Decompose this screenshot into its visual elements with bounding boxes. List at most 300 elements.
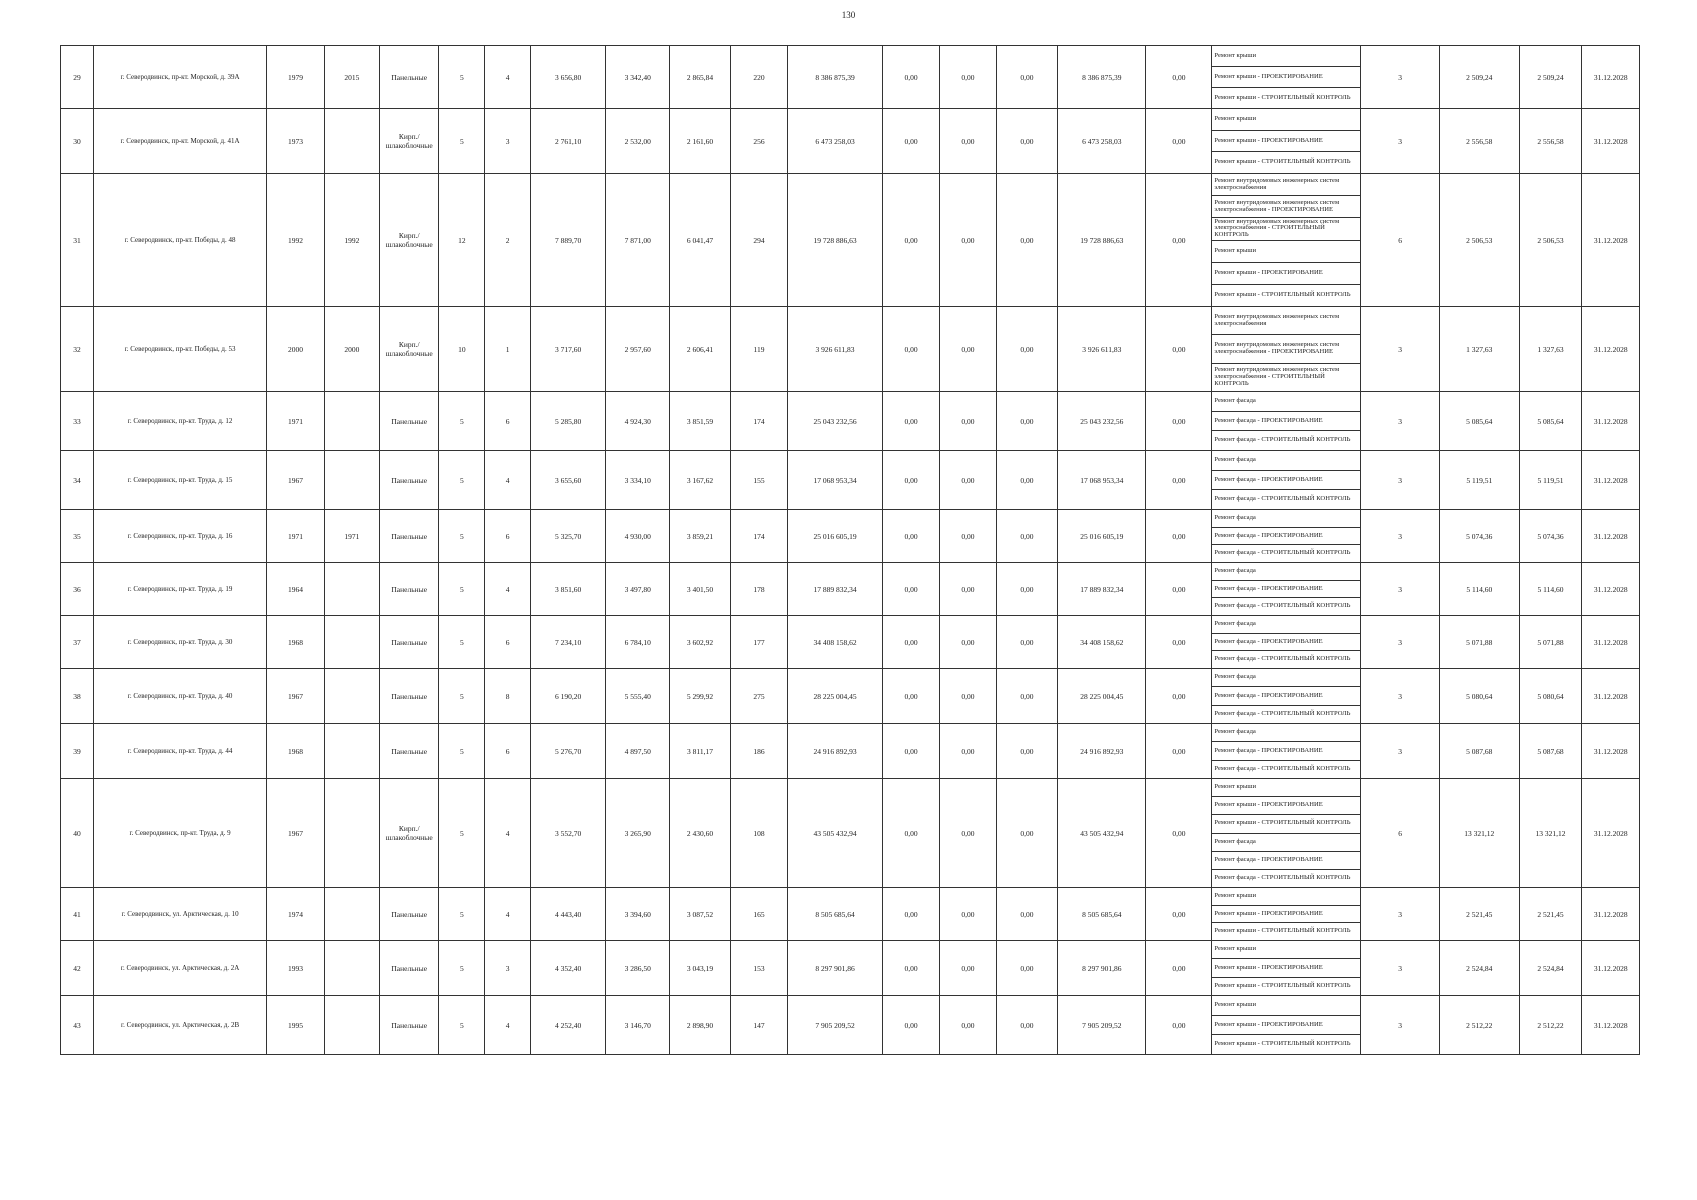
other-funds-cell: 0,00 [1146, 510, 1212, 563]
municipal-funds-cell: 0,00 [996, 510, 1058, 563]
works-count-cell: 6 [1361, 174, 1440, 307]
year-renovation-cell [324, 996, 379, 1055]
work-item: Ремонт крыши - ПРОЕКТИРОВАНИЕ [1212, 797, 1360, 815]
year-built-cell: 1967 [267, 779, 324, 888]
federal-funds-cell: 0,00 [882, 779, 939, 888]
residents-cell: 294 [730, 174, 787, 307]
work-item: Ремонт внутридомовых инженерных систем электроснабжения [1212, 174, 1360, 196]
floors-cell: 5 [439, 779, 485, 888]
table-row [61, 996, 1640, 1055]
total-cost-cell: 19 728 886,63 [788, 174, 883, 307]
other-funds-cell: 0,00 [1146, 779, 1212, 888]
year-renovation-cell: 1971 [324, 510, 379, 563]
unit-cost-cell: 5 074,36 [1439, 510, 1519, 563]
year-built-cell: 1971 [267, 392, 324, 451]
work-item: Ремонт крыши - СТРОИТЕЛЬНЫЙ КОНТРОЛЬ [1214, 1040, 1351, 1048]
address-cell: г. Северодвинск, пр-кт. Труда, д. 15 [93, 451, 266, 510]
owner-funds-cell: 7 905 209,52 [1058, 996, 1146, 1055]
table-row [61, 669, 1640, 724]
address-cell: г. Северодвинск, пр-кт. Труда, д. 44 [93, 724, 266, 779]
table-row [61, 307, 1640, 392]
total-area-cell: 3 717,60 [530, 307, 605, 392]
work-item: Ремонт фасада - ПРОЕКТИРОВАНИЕ [1212, 852, 1360, 870]
area-a-cell: 3 334,10 [606, 451, 670, 510]
row-number-cell: 30 [61, 109, 94, 174]
other-funds-cell: 0,00 [1146, 941, 1212, 996]
row-number-cell: 38 [61, 669, 94, 724]
work-item: Ремонт фасада [1212, 834, 1360, 852]
entrances-cell: 1 [485, 307, 531, 392]
area-a-cell: 3 342,40 [606, 46, 670, 109]
area-b-cell: 3 859,21 [670, 510, 731, 563]
repair-register-table [60, 45, 1640, 1055]
federal-funds-cell: 0,00 [882, 510, 939, 563]
works-cell [1212, 996, 1361, 1055]
deadline-cell: 31.12.2028 [1582, 779, 1640, 888]
work-item: Ремонт фасада - СТРОИТЕЛЬНЫЙ КОНТРОЛЬ [1214, 709, 1351, 717]
area-b-cell: 3 851,59 [670, 392, 731, 451]
work-item: Ремонт крыши - СТРОИТЕЛЬНЫЙ КОНТРОЛЬ [1214, 158, 1351, 166]
area-a-cell: 4 930,00 [606, 510, 670, 563]
address-cell: г. Северодвинск, пр-кт. Труда, д. 19 [93, 563, 266, 616]
work-item: Ремонт фасада [1212, 724, 1360, 742]
floors-cell: 5 [439, 451, 485, 510]
area-a-cell: 2 957,60 [606, 307, 670, 392]
wall-material-cell: Кирп./ шлакоблочные [379, 779, 439, 888]
unit-cost-limit-cell: 1 327,63 [1519, 307, 1582, 392]
year-built-cell: 1968 [267, 616, 324, 669]
total-cost-cell: 8 386 875,39 [788, 46, 883, 109]
address-cell: г. Северодвинск, пр-кт. Морской, д. 41А [93, 109, 266, 174]
residents-cell: 147 [730, 996, 787, 1055]
floors-cell: 5 [439, 392, 485, 451]
work-item: Ремонт крыши - СТРОИТЕЛЬНЫЙ КОНТРОЛЬ [1214, 93, 1351, 101]
works-cell [1212, 392, 1361, 451]
residents-cell: 174 [730, 392, 787, 451]
federal-funds-cell: 0,00 [882, 941, 939, 996]
floors-cell: 5 [439, 510, 485, 563]
works-cell [1212, 669, 1361, 724]
entrances-cell: 6 [485, 392, 531, 451]
federal-funds-cell: 0,00 [882, 616, 939, 669]
owner-funds-cell: 3 926 611,83 [1058, 307, 1146, 392]
works-count-cell: 3 [1361, 724, 1440, 779]
unit-cost-limit-cell: 2 509,24 [1519, 46, 1582, 109]
total-area-cell: 7 889,70 [530, 174, 605, 307]
owner-funds-cell: 19 728 886,63 [1058, 174, 1146, 307]
unit-cost-limit-cell: 2 506,53 [1519, 174, 1582, 307]
work-item: Ремонт фасада [1212, 563, 1360, 581]
federal-funds-cell: 0,00 [882, 109, 939, 174]
deadline-cell: 31.12.2028 [1582, 941, 1640, 996]
residents-cell: 220 [730, 46, 787, 109]
unit-cost-cell: 2 506,53 [1439, 174, 1519, 307]
federal-funds-cell: 0,00 [882, 451, 939, 510]
total-area-cell: 7 234,10 [530, 616, 605, 669]
deadline-cell: 31.12.2028 [1582, 174, 1640, 307]
other-funds-cell: 0,00 [1146, 563, 1212, 616]
entrances-cell: 6 [485, 616, 531, 669]
works-cell [1212, 563, 1361, 616]
year-renovation-cell [324, 888, 379, 941]
address-cell: г. Северодвинск, пр-кт. Труда, д. 12 [93, 392, 266, 451]
total-cost-cell: 28 225 004,45 [788, 669, 883, 724]
table-row [61, 109, 1640, 174]
municipal-funds-cell: 0,00 [996, 307, 1058, 392]
work-item: Ремонт фасада [1212, 510, 1360, 528]
work-item: Ремонт фасада [1212, 451, 1360, 471]
owner-funds-cell: 17 068 953,34 [1058, 451, 1146, 510]
entrances-cell: 6 [485, 510, 531, 563]
work-item: Ремонт крыши - ПРОЕКТИРОВАНИЕ [1212, 1016, 1360, 1036]
deadline-cell: 31.12.2028 [1582, 996, 1640, 1055]
area-b-cell: 2 865,84 [670, 46, 731, 109]
unit-cost-cell: 5 087,68 [1439, 724, 1519, 779]
table-row [61, 392, 1640, 451]
total-area-cell: 5 276,70 [530, 724, 605, 779]
work-item: Ремонт фасада - ПРОЕКТИРОВАНИЕ [1212, 412, 1360, 432]
residents-cell: 108 [730, 779, 787, 888]
works-cell [1212, 510, 1361, 563]
work-item: Ремонт фасада - СТРОИТЕЛЬНЫЙ КОНТРОЛЬ [1214, 495, 1351, 503]
total-cost-cell: 25 043 232,56 [788, 392, 883, 451]
municipal-funds-cell: 0,00 [996, 941, 1058, 996]
year-built-cell: 1992 [267, 174, 324, 307]
wall-material-cell: Панельные [379, 392, 439, 451]
entrances-cell: 8 [485, 669, 531, 724]
wall-material-cell: Кирп./ шлакоблочные [379, 174, 439, 307]
other-funds-cell: 0,00 [1146, 724, 1212, 779]
row-number-cell: 33 [61, 392, 94, 451]
works-count-cell: 3 [1361, 669, 1440, 724]
regional-funds-cell: 0,00 [940, 779, 996, 888]
total-cost-cell: 43 505 432,94 [788, 779, 883, 888]
wall-material-cell: Кирп./ шлакоблочные [379, 109, 439, 174]
area-a-cell: 2 532,00 [606, 109, 670, 174]
unit-cost-cell: 5 114,60 [1439, 563, 1519, 616]
work-item: Ремонт крыши [1212, 888, 1360, 906]
work-item: Ремонт фасада - СТРОИТЕЛЬНЫЙ КОНТРОЛЬ [1214, 873, 1351, 881]
works-count-cell: 3 [1361, 46, 1440, 109]
unit-cost-limit-cell: 5 080,64 [1519, 669, 1582, 724]
address-cell: г. Северодвинск, ул. Арктическая, д. 2А [93, 941, 266, 996]
residents-cell: 165 [730, 888, 787, 941]
address-cell: г. Северодвинск, пр-кт. Морской, д. 39А [93, 46, 266, 109]
regional-funds-cell: 0,00 [940, 669, 996, 724]
works-cell [1212, 451, 1361, 510]
work-item: Ремонт фасада - ПРОЕКТИРОВАНИЕ [1212, 581, 1360, 599]
works-count-cell: 3 [1361, 888, 1440, 941]
area-a-cell: 3 146,70 [606, 996, 670, 1055]
row-number-cell: 37 [61, 616, 94, 669]
area-b-cell: 2 898,90 [670, 996, 731, 1055]
works-count-cell: 3 [1361, 941, 1440, 996]
area-b-cell: 3 167,62 [670, 451, 731, 510]
floors-cell: 5 [439, 669, 485, 724]
area-a-cell: 6 784,10 [606, 616, 670, 669]
year-built-cell: 1971 [267, 510, 324, 563]
work-item: Ремонт внутридомовых инженерных систем электроснабжения - ПРОЕКТИРОВАНИЕ [1212, 335, 1360, 363]
floors-cell: 5 [439, 46, 485, 109]
municipal-funds-cell: 0,00 [996, 616, 1058, 669]
entrances-cell: 4 [485, 563, 531, 616]
area-b-cell: 2 161,60 [670, 109, 731, 174]
unit-cost-limit-cell: 5 119,51 [1519, 451, 1582, 510]
unit-cost-limit-cell: 5 085,64 [1519, 392, 1582, 451]
total-cost-cell: 7 905 209,52 [788, 996, 883, 1055]
entrances-cell: 2 [485, 174, 531, 307]
year-renovation-cell [324, 563, 379, 616]
address-cell: г. Северодвинск, ул. Арктическая, д. 10 [93, 888, 266, 941]
residents-cell: 186 [730, 724, 787, 779]
deadline-cell: 31.12.2028 [1582, 451, 1640, 510]
residents-cell: 153 [730, 941, 787, 996]
address-cell: г. Северодвинск, пр-кт. Победы, д. 53 [93, 307, 266, 392]
year-built-cell: 1968 [267, 724, 324, 779]
work-item: Ремонт крыши - СТРОИТЕЛЬНЫЙ КОНТРОЛЬ [1212, 815, 1360, 833]
total-area-cell: 3 656,80 [530, 46, 605, 109]
works-cell [1212, 724, 1361, 779]
year-renovation-cell: 2015 [324, 46, 379, 109]
municipal-funds-cell: 0,00 [996, 392, 1058, 451]
work-item: Ремонт внутридомовых инженерных систем электроснабжения - СТРОИТЕЛЬНЫЙ КОНТРОЛЬ [1214, 365, 1340, 387]
total-area-cell: 4 352,40 [530, 941, 605, 996]
table-row [61, 941, 1640, 996]
works-cell [1212, 888, 1361, 941]
other-funds-cell: 0,00 [1146, 109, 1212, 174]
regional-funds-cell: 0,00 [940, 888, 996, 941]
unit-cost-cell: 5 085,64 [1439, 392, 1519, 451]
deadline-cell: 31.12.2028 [1582, 563, 1640, 616]
works-count-cell: 3 [1361, 563, 1440, 616]
unit-cost-cell: 5 119,51 [1439, 451, 1519, 510]
total-area-cell: 4 252,40 [530, 996, 605, 1055]
work-item: Ремонт фасада - ПРОЕКТИРОВАНИЕ [1212, 634, 1360, 652]
work-item: Ремонт фасада - СТРОИТЕЛЬНЫЙ КОНТРОЛЬ [1214, 602, 1351, 610]
works-count-cell: 3 [1361, 392, 1440, 451]
address-cell: г. Северодвинск, ул. Арктическая, д. 2В [93, 996, 266, 1055]
work-item: Ремонт фасада - ПРОЕКТИРОВАНИЕ [1212, 687, 1360, 705]
works-cell [1212, 779, 1361, 888]
works-cell [1212, 46, 1361, 109]
area-b-cell: 6 041,47 [670, 174, 731, 307]
area-b-cell: 3 043,19 [670, 941, 731, 996]
other-funds-cell: 0,00 [1146, 996, 1212, 1055]
works-cell [1212, 616, 1361, 669]
year-built-cell: 1973 [267, 109, 324, 174]
unit-cost-limit-cell: 5 071,88 [1519, 616, 1582, 669]
unit-cost-cell: 2 524,84 [1439, 941, 1519, 996]
deadline-cell: 31.12.2028 [1582, 616, 1640, 669]
deadline-cell: 31.12.2028 [1582, 724, 1640, 779]
table-row [61, 46, 1640, 109]
year-built-cell: 1993 [267, 941, 324, 996]
municipal-funds-cell: 0,00 [996, 669, 1058, 724]
owner-funds-cell: 24 916 892,93 [1058, 724, 1146, 779]
regional-funds-cell: 0,00 [940, 307, 996, 392]
table-row [61, 174, 1640, 307]
regional-funds-cell: 0,00 [940, 563, 996, 616]
unit-cost-limit-cell: 2 512,22 [1519, 996, 1582, 1055]
area-a-cell: 3 497,80 [606, 563, 670, 616]
year-renovation-cell [324, 392, 379, 451]
total-cost-cell: 6 473 258,03 [788, 109, 883, 174]
table-row [61, 616, 1640, 669]
regional-funds-cell: 0,00 [940, 724, 996, 779]
year-renovation-cell [324, 941, 379, 996]
other-funds-cell: 0,00 [1146, 46, 1212, 109]
works-count-cell: 6 [1361, 779, 1440, 888]
residents-cell: 177 [730, 616, 787, 669]
municipal-funds-cell: 0,00 [996, 996, 1058, 1055]
area-b-cell: 3 087,52 [670, 888, 731, 941]
total-cost-cell: 8 505 685,64 [788, 888, 883, 941]
regional-funds-cell: 0,00 [940, 941, 996, 996]
federal-funds-cell: 0,00 [882, 996, 939, 1055]
work-item: Ремонт крыши - СТРОИТЕЛЬНЫЙ КОНТРОЛЬ [1214, 927, 1351, 935]
total-cost-cell: 17 889 832,34 [788, 563, 883, 616]
work-item: Ремонт внутридомовых инженерных систем электроснабжения - ПРОЕКТИРОВАНИЕ [1212, 196, 1360, 218]
residents-cell: 275 [730, 669, 787, 724]
work-item: Ремонт крыши [1212, 779, 1360, 797]
year-renovation-cell: 2000 [324, 307, 379, 392]
work-item: Ремонт крыши [1212, 46, 1360, 67]
work-item: Ремонт крыши [1212, 996, 1360, 1016]
area-a-cell: 4 897,50 [606, 724, 670, 779]
row-number-cell: 32 [61, 307, 94, 392]
table-row [61, 510, 1640, 563]
owner-funds-cell: 25 043 232,56 [1058, 392, 1146, 451]
work-item: Ремонт фасада - СТРОИТЕЛЬНЫЙ КОНТРОЛЬ [1214, 436, 1351, 444]
year-renovation-cell [324, 616, 379, 669]
total-area-cell: 5 325,70 [530, 510, 605, 563]
work-item: Ремонт фасада - ПРОЕКТИРОВАНИЕ [1212, 742, 1360, 760]
total-cost-cell: 34 408 158,62 [788, 616, 883, 669]
row-number-cell: 43 [61, 996, 94, 1055]
works-count-cell: 3 [1361, 307, 1440, 392]
row-number-cell: 29 [61, 46, 94, 109]
unit-cost-cell: 2 521,45 [1439, 888, 1519, 941]
works-count-cell: 3 [1361, 510, 1440, 563]
unit-cost-limit-cell: 2 521,45 [1519, 888, 1582, 941]
year-built-cell: 1964 [267, 563, 324, 616]
year-renovation-cell [324, 451, 379, 510]
table-row [61, 451, 1640, 510]
unit-cost-cell: 5 071,88 [1439, 616, 1519, 669]
row-number-cell: 39 [61, 724, 94, 779]
year-renovation-cell [324, 109, 379, 174]
total-area-cell: 3 655,60 [530, 451, 605, 510]
work-item: Ремонт внутридомовых инженерных систем электроснабжения [1212, 307, 1360, 335]
total-cost-cell: 25 016 605,19 [788, 510, 883, 563]
unit-cost-limit-cell: 5 114,60 [1519, 563, 1582, 616]
area-b-cell: 3 401,50 [670, 563, 731, 616]
floors-cell: 5 [439, 109, 485, 174]
table-row [61, 563, 1640, 616]
wall-material-cell: Панельные [379, 46, 439, 109]
year-renovation-cell [324, 779, 379, 888]
row-number-cell: 42 [61, 941, 94, 996]
municipal-funds-cell: 0,00 [996, 724, 1058, 779]
works-count-cell: 3 [1361, 616, 1440, 669]
other-funds-cell: 0,00 [1146, 174, 1212, 307]
other-funds-cell: 0,00 [1146, 888, 1212, 941]
wall-material-cell: Панельные [379, 724, 439, 779]
unit-cost-cell: 2 512,22 [1439, 996, 1519, 1055]
wall-material-cell: Панельные [379, 996, 439, 1055]
table-row [61, 724, 1640, 779]
regional-funds-cell: 0,00 [940, 996, 996, 1055]
year-built-cell: 1974 [267, 888, 324, 941]
municipal-funds-cell: 0,00 [996, 109, 1058, 174]
work-item: Ремонт крыши [1212, 109, 1360, 131]
federal-funds-cell: 0,00 [882, 724, 939, 779]
owner-funds-cell: 8 386 875,39 [1058, 46, 1146, 109]
federal-funds-cell: 0,00 [882, 46, 939, 109]
floors-cell: 10 [439, 307, 485, 392]
owner-funds-cell: 25 016 605,19 [1058, 510, 1146, 563]
regional-funds-cell: 0,00 [940, 451, 996, 510]
total-cost-cell: 24 916 892,93 [788, 724, 883, 779]
work-item: Ремонт крыши - ПРОЕКТИРОВАНИЕ [1212, 959, 1360, 977]
page-number: 130 [841, 10, 856, 20]
works-cell [1212, 307, 1361, 392]
entrances-cell: 3 [485, 941, 531, 996]
work-item: Ремонт крыши - ПРОЕКТИРОВАНИЕ [1212, 906, 1360, 924]
other-funds-cell: 0,00 [1146, 307, 1212, 392]
owner-funds-cell: 43 505 432,94 [1058, 779, 1146, 888]
municipal-funds-cell: 0,00 [996, 888, 1058, 941]
wall-material-cell: Панельные [379, 616, 439, 669]
other-funds-cell: 0,00 [1146, 616, 1212, 669]
regional-funds-cell: 0,00 [940, 46, 996, 109]
owner-funds-cell: 28 225 004,45 [1058, 669, 1146, 724]
work-item: Ремонт фасада - СТРОИТЕЛЬНЫЙ КОНТРОЛЬ [1214, 549, 1351, 557]
address-cell: г. Северодвинск, пр-кт. Труда, д. 30 [93, 616, 266, 669]
work-item: Ремонт фасада - СТРОИТЕЛЬНЫЙ КОНТРОЛЬ [1214, 764, 1351, 772]
year-renovation-cell: 1992 [324, 174, 379, 307]
floors-cell: 5 [439, 563, 485, 616]
total-area-cell: 3 851,60 [530, 563, 605, 616]
municipal-funds-cell: 0,00 [996, 779, 1058, 888]
work-item: Ремонт фасада [1212, 616, 1360, 634]
total-area-cell: 5 285,80 [530, 392, 605, 451]
owner-funds-cell: 8 505 685,64 [1058, 888, 1146, 941]
wall-material-cell: Панельные [379, 510, 439, 563]
federal-funds-cell: 0,00 [882, 174, 939, 307]
deadline-cell: 31.12.2028 [1582, 109, 1640, 174]
address-cell: г. Северодвинск, пр-кт. Труда, д. 16 [93, 510, 266, 563]
entrances-cell: 3 [485, 109, 531, 174]
work-item: Ремонт внутридомовых инженерных систем электроснабжения - СТРОИТЕЛЬНЫЙ КОНТРОЛЬ [1212, 218, 1360, 240]
regional-funds-cell: 0,00 [940, 510, 996, 563]
residents-cell: 155 [730, 451, 787, 510]
deadline-cell: 31.12.2028 [1582, 307, 1640, 392]
area-a-cell: 3 394,60 [606, 888, 670, 941]
regional-funds-cell: 0,00 [940, 616, 996, 669]
total-area-cell: 3 552,70 [530, 779, 605, 888]
area-b-cell: 2 430,60 [670, 779, 731, 888]
work-item: Ремонт крыши [1212, 241, 1360, 263]
year-built-cell: 1967 [267, 669, 324, 724]
regional-funds-cell: 0,00 [940, 174, 996, 307]
unit-cost-limit-cell: 13 321,12 [1519, 779, 1582, 888]
work-item: Ремонт крыши - СТРОИТЕЛЬНЫЙ КОНТРОЛЬ [1214, 290, 1351, 298]
floors-cell: 12 [439, 174, 485, 307]
floors-cell: 5 [439, 941, 485, 996]
deadline-cell: 31.12.2028 [1582, 392, 1640, 451]
unit-cost-limit-cell: 2 524,84 [1519, 941, 1582, 996]
